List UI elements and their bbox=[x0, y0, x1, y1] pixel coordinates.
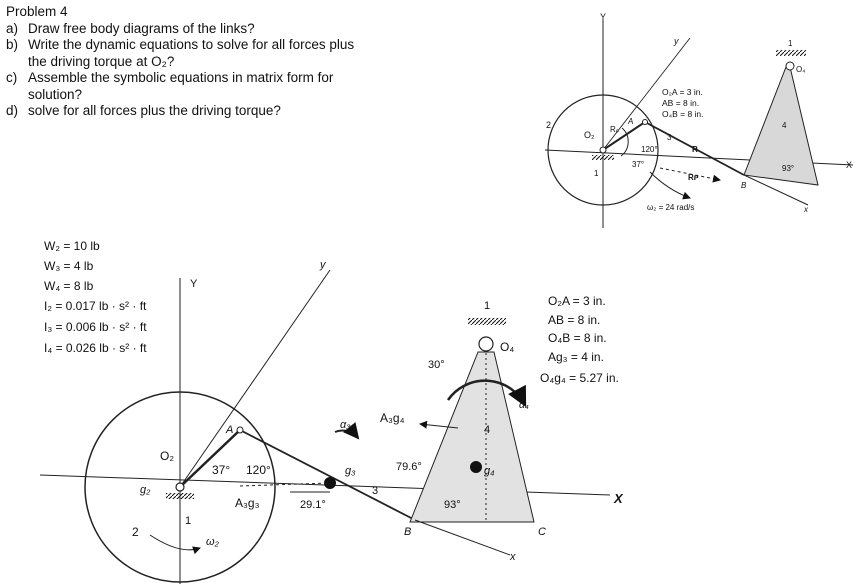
label-B: B bbox=[404, 526, 412, 538]
label-x: x bbox=[510, 551, 516, 563]
label-link-2: 2 bbox=[132, 525, 139, 539]
dim-O4B: O₄B = 8 in. bbox=[662, 109, 704, 119]
label-Y: Y bbox=[600, 12, 607, 22]
x-rot-axis bbox=[415, 520, 510, 555]
dim-O4B: O₄B = 8 in. bbox=[548, 331, 607, 345]
label-X: X bbox=[614, 491, 623, 506]
given-I3: I₃ = 0.006 lb · s² · ft bbox=[44, 320, 147, 334]
given-W3: W₃ = 4 lb bbox=[44, 259, 94, 273]
dim-AB: AB = 8 in. bbox=[548, 313, 601, 327]
label-alpha4: α₄ bbox=[519, 400, 529, 411]
label-RP: Rᴘ bbox=[688, 173, 699, 182]
dim-O2A: O₂A = 3 in. bbox=[548, 294, 606, 308]
label-link-3: 3 bbox=[667, 133, 672, 142]
dim-Ag3: Ag₃ = 4 in. bbox=[548, 350, 604, 364]
pivot-O4 bbox=[786, 62, 794, 70]
label-link-4: 4 bbox=[484, 424, 491, 436]
pin-A bbox=[237, 427, 243, 433]
ground-hatch-O2 bbox=[166, 493, 194, 499]
label-A: A bbox=[226, 424, 234, 436]
rocker-link-4 bbox=[410, 352, 534, 522]
label-link-1: 1 bbox=[185, 515, 192, 527]
label-omega2: ω₂ bbox=[206, 536, 219, 548]
label-Y: Y bbox=[190, 278, 198, 290]
label-120: 120° bbox=[641, 145, 658, 154]
label-ground-1: 1 bbox=[484, 300, 491, 312]
label-O4: O₄ bbox=[796, 65, 806, 74]
label-O2: O₂ bbox=[584, 130, 595, 140]
small-dimensions bbox=[662, 87, 704, 119]
ground-hatch-O4 bbox=[776, 50, 806, 56]
label-y: y bbox=[674, 36, 679, 46]
label-37: 37° bbox=[632, 160, 645, 169]
small-linkage-figure bbox=[545, 12, 853, 228]
rocker-link-4 bbox=[744, 67, 818, 185]
given-W4: W₄ = 8 lb bbox=[44, 279, 94, 293]
label-alpha3: α₃ bbox=[340, 419, 351, 431]
label-O2: O₂ bbox=[160, 449, 174, 463]
label-29: 29.1° bbox=[300, 499, 326, 511]
label-omega: ω₂ = 24 rad/s bbox=[647, 203, 695, 212]
label-link-3: 3 bbox=[372, 485, 379, 497]
y-rot-axis bbox=[180, 270, 330, 487]
dim-AB: AB = 8 in. bbox=[662, 98, 700, 108]
label-79: 79.6° bbox=[396, 461, 422, 473]
pivot-O2 bbox=[600, 147, 606, 153]
label-30: 30° bbox=[428, 359, 445, 371]
label-x: x bbox=[804, 205, 808, 214]
pivot-O4 bbox=[479, 337, 493, 351]
label-Ag4: A₃g₄ bbox=[380, 411, 405, 425]
pivot-O2 bbox=[176, 483, 184, 491]
label-link-4: 4 bbox=[782, 121, 787, 130]
ground-hatch-O2 bbox=[592, 155, 614, 160]
label-Ag3: A₃g₃ bbox=[235, 496, 260, 510]
problem-item: d) solve for all forces plus the driving torque? bbox=[6, 103, 281, 118]
omega2-arrow bbox=[150, 535, 200, 550]
problem-item: b) Write the dynamic equations to solve for all forces plus the driving torque at O₂? bbox=[6, 37, 355, 69]
cg-g4 bbox=[470, 461, 482, 473]
label-93: 93° bbox=[444, 499, 461, 511]
label-93: 93° bbox=[782, 164, 795, 173]
main-linkage-figure bbox=[40, 239, 624, 584]
given-I4: I₄ = 0.026 lb · s² · ft bbox=[44, 341, 147, 355]
label-O4: O₄ bbox=[500, 340, 515, 354]
label-120: 120° bbox=[246, 463, 271, 477]
label-g3: g₃ bbox=[345, 465, 356, 477]
problem-item: c) Assemble the symbolic equations in matrix form for solution? bbox=[6, 70, 334, 102]
problem-title: Problem 4 bbox=[6, 4, 68, 19]
label-g4: g₄ bbox=[484, 465, 495, 477]
label-37: 37° bbox=[212, 463, 231, 477]
given-I2: I₂ = 0.017 lb · s² · ft bbox=[44, 299, 147, 313]
label-B: B bbox=[741, 181, 747, 190]
alpha3-arrow bbox=[335, 431, 358, 438]
dim-O2A: O₂A = 3 in. bbox=[662, 87, 703, 97]
dim-O4g4: O₄g₄ = 5.27 in. bbox=[540, 371, 619, 385]
problem-item: a) Draw free body diagrams of the links? bbox=[6, 20, 255, 36]
ground-hatch-O4 bbox=[468, 318, 506, 325]
label-R: R bbox=[692, 145, 698, 154]
label-C: C bbox=[538, 526, 546, 538]
label-ground-1: 1 bbox=[788, 39, 793, 48]
label-y: y bbox=[320, 259, 326, 271]
pin-A bbox=[643, 120, 648, 125]
main-dimensions bbox=[540, 294, 619, 385]
link-O2A bbox=[180, 430, 240, 487]
label-link-1: 1 bbox=[594, 169, 599, 178]
given-values bbox=[44, 239, 147, 355]
label-X: X bbox=[846, 160, 853, 170]
label-g2: g₂ bbox=[140, 484, 151, 496]
angle-arc-120 bbox=[621, 128, 628, 156]
given-W2: W₂ = 10 lb bbox=[44, 239, 100, 253]
label-link-2: 2 bbox=[546, 120, 552, 130]
label-RO: Rₒ bbox=[610, 125, 619, 134]
label-A: A bbox=[628, 117, 634, 126]
omega-arrow bbox=[650, 172, 690, 198]
